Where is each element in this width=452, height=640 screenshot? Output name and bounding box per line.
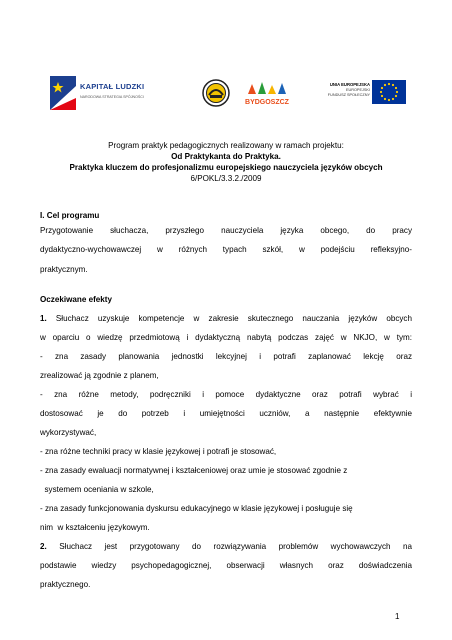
list-item-text: Słuchacz uzyskuje kompetencje w zakresie skutecznego nauczania języków obcych — [46, 314, 412, 323]
institution-round-logo-icon — [202, 79, 230, 107]
paragraph-line: - zna różne metody, podręczniki i pomoce dydaktyczne oraz potrafi wybrać i — [40, 390, 412, 399]
paragraph-line: w oparciu o wiedzę przedmiotową i dydaktyczną nabytą podczas zajęć w NKJO, w tym: — [40, 333, 412, 342]
bydgoszcz-logo — [242, 80, 292, 108]
eu-flag-icon — [372, 80, 406, 104]
eu-logo-text — [314, 82, 370, 98]
paragraph-line: wykorzystywać, — [40, 428, 97, 437]
list-item-text: Słuchacz jest przygotowany do rozwiązywania problemów wychowawczych na — [46, 542, 412, 551]
kapital-ludzki-logo — [50, 76, 170, 112]
list-item-number: 2. — [40, 542, 47, 551]
paragraph-line: - zna zasady funkcjonowania dyskursu edukacyjnego w klasie językowej i posługuje się — [40, 504, 353, 513]
list-item-1-first-line — [40, 313, 412, 324]
svg-text:BYDGOSZCZ: BYDGOSZCZ — [245, 99, 289, 106]
paragraph-line: zrealizować ją zgodnie z planem, — [40, 371, 159, 380]
kapital-ludzki-title: KAPITAŁ LUDZKI — [80, 82, 145, 91]
list-item-2-first-line — [40, 541, 412, 552]
kapital-ludzki-emblem-icon — [50, 76, 76, 110]
kapital-ludzki-subtitle: NARODOWA STRATEGIA SPÓJNOŚCI — [80, 95, 144, 99]
project-intro: Program praktyk pedagogicznych realizowany w ramach projektu: — [108, 141, 344, 150]
paragraph-line: podstawie wiedzy psychopedagogicznej, obserwacji własnych oraz doświadczenia — [40, 561, 412, 570]
list-item-number: 1. — [40, 314, 47, 323]
section-heading: I. Cel programu — [40, 211, 100, 220]
paragraph-line: praktycznym. — [40, 265, 88, 274]
page-number: 1 — [395, 612, 400, 621]
paragraph-line: systemem oceniania w szkole, — [40, 485, 154, 494]
paragraph-line: dydaktyczno-wychowawczej w różnych typach szkół, w podejściu refleksyjno- — [40, 245, 412, 254]
paragraph-line: Przygotowanie słuchacza, przyszłego nauczyciela języka obcego, do pracy — [40, 226, 412, 235]
project-subtitle: Praktyka kluczem do profesjonalizmu europejskiego nauczyciela języków obcych — [69, 163, 383, 172]
eu-line1: UNIA EUROPEJSKA — [329, 82, 370, 87]
paragraph-line: - zna różne techniki pracy w klasie językowej i potrafi je stosować, — [40, 447, 277, 456]
eu-line2: EUROPEJSKI — [345, 88, 370, 92]
project-number: 6/POKL/3.3.2./2009 — [190, 174, 262, 183]
project-title: Od Praktykanta do Praktyka. — [171, 152, 281, 161]
paragraph-line: dostosować je do potrzeb i umiejętności uczniów, a następnie efektywnie — [40, 409, 412, 418]
eu-line3: FUNDUSZ SPOŁECZNY — [327, 93, 370, 97]
paragraph-line: - zna zasady ewaluacji normatywnej i kształceniowej oraz umie je stosować zgodnie z — [40, 466, 348, 475]
paragraph-line: praktycznego. — [40, 580, 91, 589]
effects-heading: Oczekiwane efekty — [40, 295, 112, 304]
logo-bar — [50, 74, 405, 114]
paragraph-line: nim w kształceniu językowym. — [40, 523, 150, 532]
paragraph-line: - zna zasady planowania jednostki lekcyjnej i potrafi zaplanować lekcję oraz — [40, 352, 412, 361]
